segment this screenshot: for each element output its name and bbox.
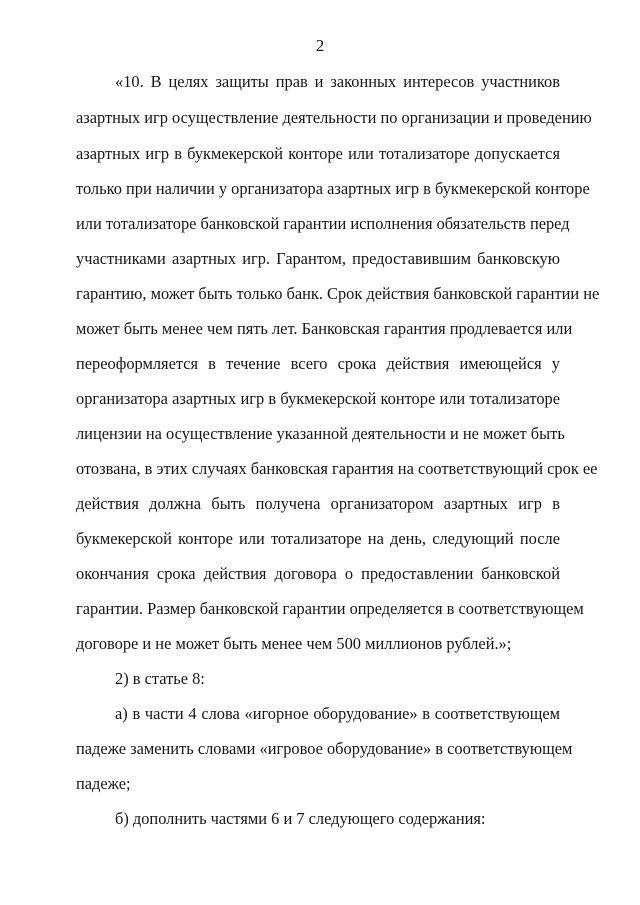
text-line: переоформляется в течение всего срока действия имеющейся у [76, 354, 560, 373]
text-line: только при наличии у организатора азартных игр в букмекерской конторе [76, 179, 590, 198]
text-line: 2) в статье 8: [115, 669, 205, 688]
text-line: гарантию, может быть только банк. Срок действия банковской гарантии не [76, 284, 600, 303]
text-line: букмекерской конторе или тотализаторе на день, следующий после [76, 529, 560, 548]
text-line: отозвана, в этих случаях банковская гарантия на соответствующий срок ее [76, 459, 598, 478]
page-number: 2 [315, 36, 325, 55]
text-line: гарантии. Размер банковской гарантии определяется в соответствующем [76, 599, 584, 618]
text-line: б) дополнить частями 6 и 7 следующего содержания: [115, 809, 486, 828]
text-line: азартных игр в букмекерской конторе или тотализаторе допускается [76, 144, 560, 163]
text-line: окончания срока действия договора о предоставлении банковской [76, 564, 560, 583]
text-line: лицензии на осуществление указанной деятельности и не может быть [76, 424, 565, 443]
text-line: падеже заменить словами «игровое оборудование» в соответствующем [76, 739, 573, 758]
text-line: падеже; [76, 774, 131, 793]
text-line: может быть менее чем пять лет. Банковская гарантия продлевается или [76, 319, 573, 338]
text-line: действия должна быть получена организатором азартных игр в [76, 494, 560, 513]
text-line: или тотализаторе банковской гарантии исполнения обязательств перед [76, 214, 570, 233]
text-line: участниками азартных игр. Гарантом, предоставившим банковскую [76, 249, 560, 268]
text-line: азартных игр осуществление деятельности по организации и проведению [76, 108, 592, 127]
text-line: организатора азартных игр в букмекерской конторе или тотализаторе [76, 389, 560, 408]
text-line: а) в части 4 слова «игорное оборудование» в соответствующем [115, 704, 560, 723]
text-line: «10. В целях защиты прав и законных интересов участников [115, 72, 560, 91]
text-line: договоре и не может быть менее чем 500 миллионов рублей.»; [76, 634, 512, 653]
